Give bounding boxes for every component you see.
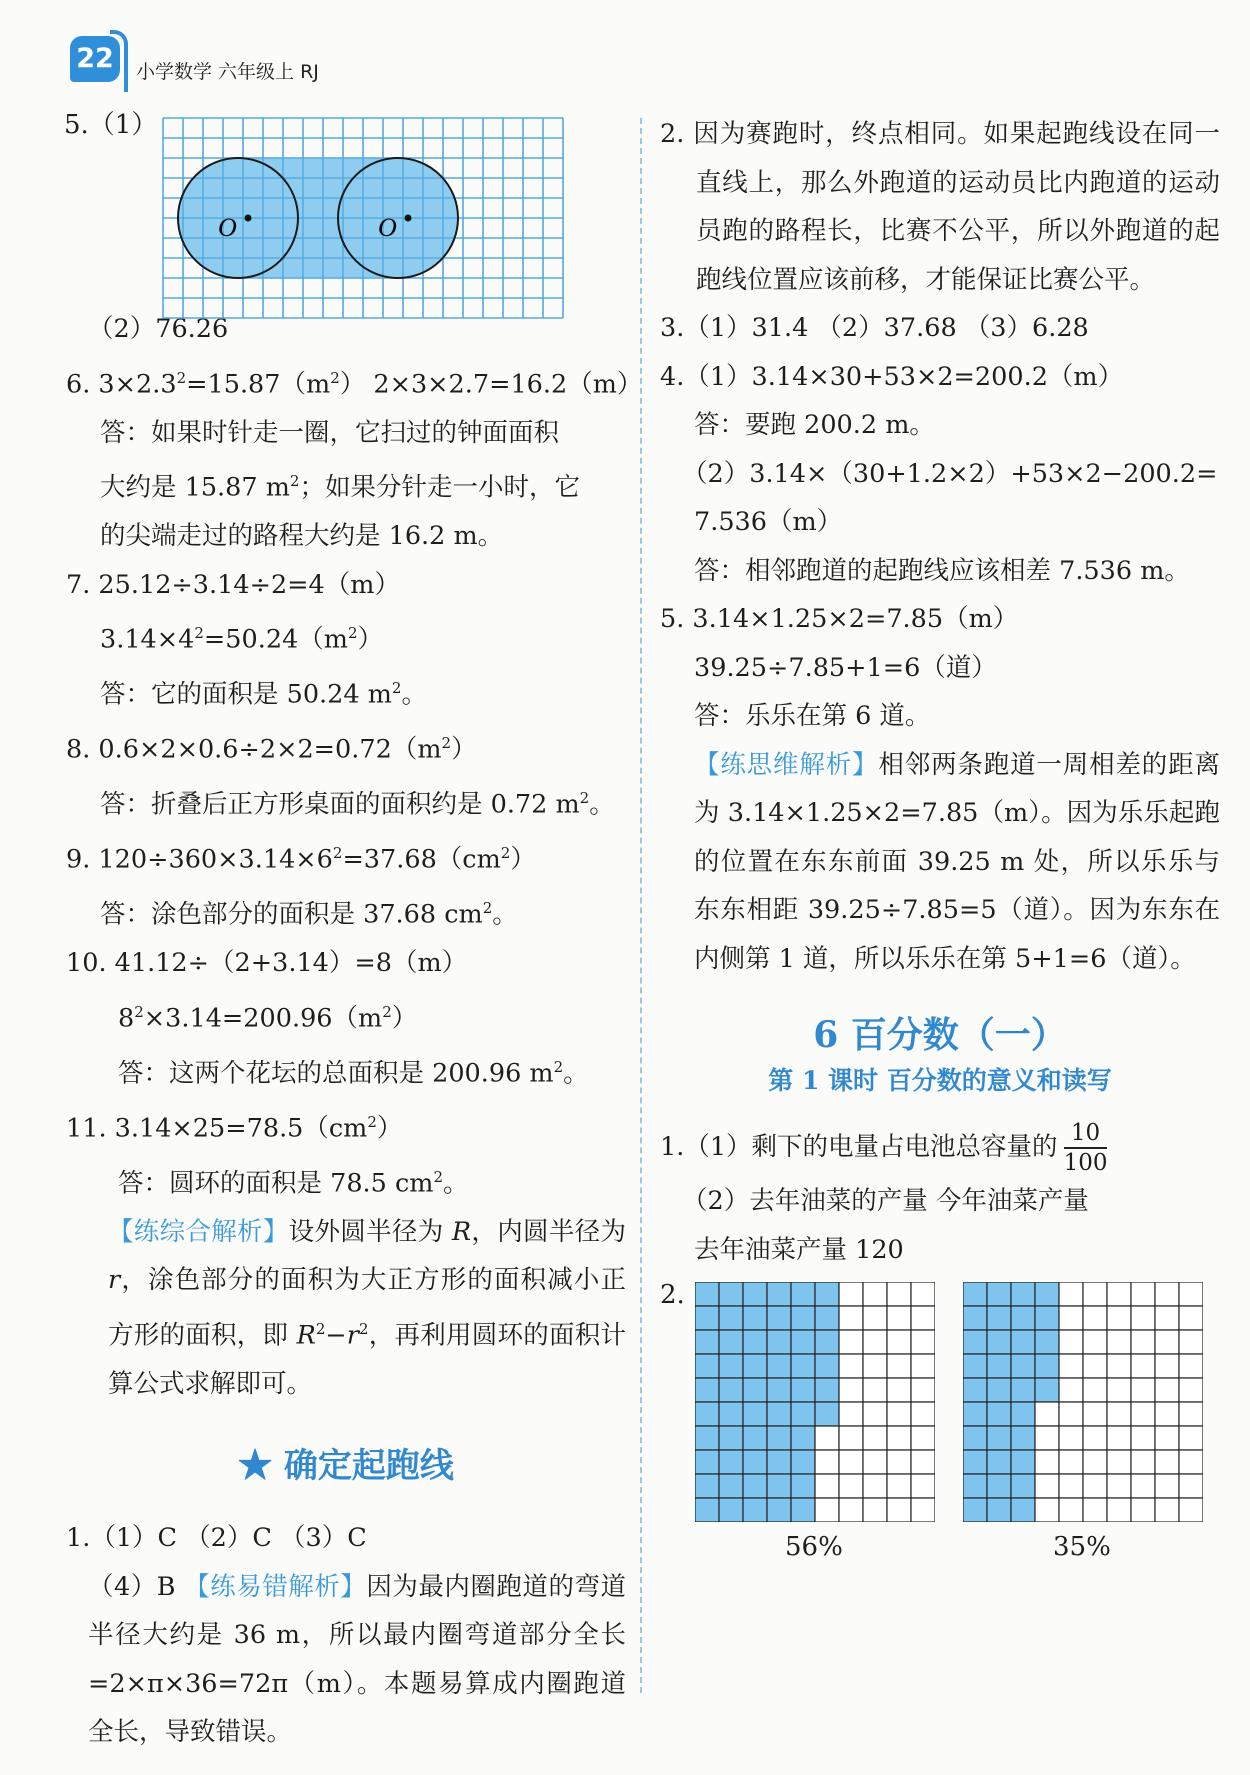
q9-line1: 9. $120\div 360\times 3.14\times 6^2=37.68(cm^2)$ bbox=[66, 844, 536, 875]
right-column bbox=[660, 110, 1220, 1564]
r-q5-line3: 答：乐乐在第 6 道。 bbox=[694, 701, 931, 731]
grid-cell bbox=[1131, 1378, 1155, 1402]
q11-note: 【练综合解析】设外圆半径为 R，内圆半径为 r，涂色部分的面积为大正方形的面积减小正方形的面积，即 $R^2-r^2$，再利用圆环的面积计算公式求解即可。 bbox=[108, 1216, 626, 1399]
grid-cell-filled bbox=[695, 1474, 719, 1498]
grid-cell bbox=[1179, 1426, 1203, 1450]
grid-cell bbox=[1059, 1330, 1083, 1354]
grid-cell bbox=[863, 1498, 887, 1522]
grid-cell bbox=[815, 1450, 839, 1474]
section-title: ★ 确定起跑线 bbox=[238, 1446, 454, 1486]
grid-cell-filled bbox=[1011, 1330, 1035, 1354]
grid-cell-filled bbox=[1035, 1378, 1059, 1402]
grid-cell bbox=[1131, 1450, 1155, 1474]
grid-cell bbox=[1155, 1306, 1179, 1330]
grid-cell bbox=[1131, 1474, 1155, 1498]
grid-cell bbox=[887, 1426, 911, 1450]
grid-cell-filled bbox=[963, 1498, 987, 1522]
q5-block bbox=[66, 110, 626, 305]
grid-cell bbox=[1131, 1402, 1155, 1426]
grid-cell bbox=[1083, 1378, 1107, 1402]
grid-cell bbox=[1083, 1498, 1107, 1522]
grid-cell-filled bbox=[791, 1474, 815, 1498]
grid-cell-filled bbox=[719, 1426, 743, 1450]
grid-cell bbox=[911, 1450, 935, 1474]
grid-cell bbox=[1179, 1282, 1203, 1306]
q5-label: 5.（1） bbox=[64, 110, 158, 140]
grid-cell bbox=[1083, 1450, 1107, 1474]
grid-cell-filled bbox=[719, 1354, 743, 1378]
grid-cell bbox=[815, 1426, 839, 1450]
fraction-denominator: 100 bbox=[1063, 1150, 1108, 1176]
grid-cell bbox=[911, 1306, 935, 1330]
grid-cell bbox=[1155, 1282, 1179, 1306]
q5-grid-figure bbox=[163, 118, 563, 318]
grid-cell bbox=[1155, 1450, 1179, 1474]
grid-cell bbox=[839, 1498, 863, 1522]
q7-line3: 答：它的面积是 50.24 $m^2$。 bbox=[100, 679, 427, 710]
grid-cell-filled bbox=[987, 1330, 1011, 1354]
grid-cell bbox=[1035, 1426, 1059, 1450]
grid-cell bbox=[1131, 1426, 1155, 1450]
grid-cell bbox=[887, 1330, 911, 1354]
center-label-right: O bbox=[378, 213, 397, 242]
grid-cell bbox=[1155, 1474, 1179, 1498]
grid-cell bbox=[1131, 1330, 1155, 1354]
grid-cell bbox=[1179, 1330, 1203, 1354]
r-q4-line5: 答：相邻跑道的起跑线应该相差 7.536 m。 bbox=[694, 555, 1190, 586]
q10-line2: $8^2\times 3.14=200.96(m^2)$ bbox=[118, 1002, 418, 1033]
r-q4-line4: 7.536（m） bbox=[694, 507, 843, 537]
grid-cell-filled bbox=[767, 1330, 791, 1354]
grid-cell-filled bbox=[1011, 1498, 1035, 1522]
grid-cell-filled bbox=[963, 1474, 987, 1498]
grid-cell-filled bbox=[815, 1402, 839, 1426]
grid-cell-filled bbox=[719, 1402, 743, 1426]
s-q1-tag: 【练易错解析】 bbox=[184, 1571, 367, 1602]
r-q3: 3.（1）31.4 （2）37.68 （3）6.28 bbox=[660, 313, 1089, 343]
grid-cell bbox=[1059, 1426, 1083, 1450]
grid-cell-filled bbox=[1011, 1426, 1035, 1450]
grid-cell bbox=[863, 1474, 887, 1498]
grid-cell bbox=[1131, 1282, 1155, 1306]
grid-cell-filled bbox=[987, 1306, 1011, 1330]
q9-line2: 答：涂色部分的面积是 37.68 $cm^2$。 bbox=[100, 899, 518, 930]
q6-line3: 大约是 15.87 $m^2$；如果分针走一小时，它 bbox=[100, 472, 580, 503]
grid-cell-filled bbox=[987, 1378, 1011, 1402]
grid-cell-filled bbox=[695, 1354, 719, 1378]
grid-cell bbox=[1059, 1402, 1083, 1426]
grid-cell-filled bbox=[767, 1474, 791, 1498]
q8-line2: 答：折叠后正方形桌面的面积约是 0.72 $m^2$。 bbox=[100, 789, 615, 820]
grid-cell-filled bbox=[963, 1450, 987, 1474]
grid-cell-filled bbox=[767, 1354, 791, 1378]
c-q1-line3: 去年油菜产量 120 bbox=[694, 1234, 904, 1265]
q7-line2: $3.14\times 4^2=50.24(m^2)$ bbox=[100, 624, 384, 655]
s-q1-note: （4）B 【练易错解析】因为最内圈跑道的弯道半径大约是 36 m，所以最内圈弯道部分全长 =2×π×36=72π（m）。本题易算成内圈跑道全长，导致错误。 bbox=[88, 1571, 626, 1747]
q6-line4: 的尖端走过的路程大约是 16.2 m。 bbox=[100, 521, 504, 551]
grid-cell-filled bbox=[815, 1306, 839, 1330]
s-q1-line2: （4）B bbox=[88, 1571, 176, 1602]
grid-cell bbox=[1059, 1474, 1083, 1498]
fraction bbox=[1064, 1119, 1108, 1177]
grid-cell bbox=[839, 1306, 863, 1330]
r-q5-note-text: 相邻两条跑道一周相差的距离为 3.14×1.25×2=7.85（m）。因为乐乐起跑的位置在东东前面 39.25 m 处，所以乐乐与东东相距 39.25÷7.85=5（道）。因为东东在内侧第 1 道，所以乐乐在第 5+1=6（道）。 bbox=[694, 749, 1220, 974]
chapter-title: 6 百分数（一） bbox=[813, 1014, 1067, 1056]
grid-cell-filled bbox=[1035, 1282, 1059, 1306]
fraction-numerator: 10 bbox=[1064, 1119, 1108, 1149]
grid-cell bbox=[1107, 1426, 1131, 1450]
grid-cell bbox=[1179, 1306, 1203, 1330]
grid-cell-filled bbox=[767, 1306, 791, 1330]
grid-cell-filled bbox=[695, 1426, 719, 1450]
q11-line1: 11. $3.14\times 25=78.5(cm^2)$ bbox=[66, 1112, 403, 1143]
grid-cell-filled bbox=[719, 1330, 743, 1354]
grid-cell bbox=[887, 1498, 911, 1522]
center-dot-right bbox=[405, 215, 412, 222]
grid-cell bbox=[1155, 1402, 1179, 1426]
grid-cell bbox=[1083, 1306, 1107, 1330]
r-q4-line2: 答：要跑 200.2 m。 bbox=[694, 410, 935, 440]
grid-cell-filled bbox=[963, 1282, 987, 1306]
grid-cell bbox=[911, 1402, 935, 1426]
grid-cell-filled bbox=[719, 1282, 743, 1306]
grid-cell bbox=[911, 1378, 935, 1402]
percent-grid-2 bbox=[963, 1282, 1203, 1522]
grid-cell-filled bbox=[695, 1450, 719, 1474]
grid-cell bbox=[863, 1282, 887, 1306]
grid-cell-filled bbox=[695, 1282, 719, 1306]
grid-cell bbox=[1107, 1450, 1131, 1474]
grid-cell bbox=[1107, 1402, 1131, 1426]
grid-cell bbox=[1059, 1306, 1083, 1330]
grid-cell bbox=[1083, 1330, 1107, 1354]
grid-cell-filled bbox=[987, 1354, 1011, 1378]
grid2-value: 35% bbox=[1053, 1532, 1111, 1562]
grid-cell-filled bbox=[791, 1354, 815, 1378]
grid-cell bbox=[1107, 1354, 1131, 1378]
q7-line1: 7. 25.12÷3.14÷2=4（m） bbox=[66, 569, 400, 600]
grid-cell-filled bbox=[791, 1426, 815, 1450]
grid-cell-filled bbox=[695, 1498, 719, 1522]
grid-cell bbox=[1059, 1498, 1083, 1522]
grid-cell-filled bbox=[987, 1474, 1011, 1498]
grid-cell-filled bbox=[1011, 1354, 1035, 1378]
grid-cell bbox=[1059, 1450, 1083, 1474]
r-q5-line2: 39.25÷7.85+1=6（道） bbox=[694, 652, 997, 683]
grid-cell-filled bbox=[695, 1306, 719, 1330]
grid-cell bbox=[863, 1378, 887, 1402]
center-label-left: O bbox=[218, 213, 237, 242]
grid-cell-filled bbox=[815, 1378, 839, 1402]
grid-cell bbox=[1083, 1354, 1107, 1378]
grid-cell bbox=[911, 1426, 935, 1450]
grid-cell bbox=[911, 1498, 935, 1522]
grid-cell-filled bbox=[963, 1378, 987, 1402]
percent-grid-1 bbox=[695, 1282, 935, 1522]
grid-cell-filled bbox=[963, 1306, 987, 1330]
grid-cell bbox=[1155, 1330, 1179, 1354]
grid-cell-filled bbox=[791, 1306, 815, 1330]
r-q2-text: 2. 因为赛跑时，终点相同。如果起跑线设在同一直线上，那么外跑道的运动员比内跑道的运动员跑的路程长，比赛不公平，所以外跑道的起跑线位置应该前移，才能保证比赛公平。 bbox=[660, 119, 1220, 295]
grid-cell-filled bbox=[719, 1378, 743, 1402]
grid-cell-filled bbox=[743, 1498, 767, 1522]
grid-cell-filled bbox=[815, 1330, 839, 1354]
grid-cell bbox=[911, 1474, 935, 1498]
grid-cell-filled bbox=[767, 1426, 791, 1450]
grid-cell-filled bbox=[695, 1378, 719, 1402]
grid-cell bbox=[1107, 1498, 1131, 1522]
grid-cell bbox=[1155, 1426, 1179, 1450]
grid-cell-filled bbox=[963, 1330, 987, 1354]
grid-cell-filled bbox=[695, 1330, 719, 1354]
grid-cell-filled bbox=[1011, 1450, 1035, 1474]
grid-cell bbox=[1155, 1354, 1179, 1378]
grid-cell bbox=[863, 1402, 887, 1426]
grid-cell-filled bbox=[963, 1402, 987, 1426]
grid-cell bbox=[1035, 1474, 1059, 1498]
grid-cell bbox=[1107, 1306, 1131, 1330]
c-q1-line1 bbox=[660, 1117, 1220, 1177]
grid-cell bbox=[839, 1282, 863, 1306]
grid1-value: 56% bbox=[785, 1532, 843, 1562]
grid-cell-filled bbox=[767, 1450, 791, 1474]
grid-cell-filled bbox=[743, 1330, 767, 1354]
grid-cell bbox=[863, 1354, 887, 1378]
grid-cell-filled bbox=[743, 1306, 767, 1330]
q10-line3: 答：这两个花坛的总面积是 200.96 $m^2$。 bbox=[118, 1057, 589, 1088]
r-q4-line3: （2）3.14×（30+1.2×2）+53×2−200.2= bbox=[682, 458, 1218, 489]
q6-line1: 6. $3\times 2.3^2=15.87(m^2)$ 2×3×2.7=16.2（m） bbox=[66, 368, 643, 399]
grid-cell bbox=[887, 1354, 911, 1378]
grid-cell bbox=[1083, 1282, 1107, 1306]
grid-cell-filled bbox=[743, 1426, 767, 1450]
grid-cell-filled bbox=[987, 1282, 1011, 1306]
grid-cell bbox=[1035, 1402, 1059, 1426]
grid-cell bbox=[887, 1282, 911, 1306]
grid-cell-filled bbox=[1035, 1306, 1059, 1330]
grid-cell-filled bbox=[1011, 1378, 1035, 1402]
grid-cell bbox=[839, 1426, 863, 1450]
grid-cell bbox=[1179, 1402, 1203, 1426]
grid-cell bbox=[1131, 1498, 1155, 1522]
grid-cell bbox=[1155, 1498, 1179, 1522]
grid-cell-filled bbox=[743, 1450, 767, 1474]
c-q2-label: 2. bbox=[660, 1280, 685, 1310]
grid-cell-filled bbox=[719, 1450, 743, 1474]
grid-cell-filled bbox=[743, 1354, 767, 1378]
grid-cell-filled bbox=[719, 1498, 743, 1522]
grid-cell bbox=[1179, 1378, 1203, 1402]
grid-cell-filled bbox=[791, 1402, 815, 1426]
grid-cell bbox=[1179, 1498, 1203, 1522]
r-q5-note bbox=[660, 741, 1220, 984]
grid-cell bbox=[815, 1498, 839, 1522]
grid-cell-filled bbox=[719, 1474, 743, 1498]
grid-cell bbox=[1059, 1282, 1083, 1306]
grid-cell bbox=[887, 1474, 911, 1498]
r-q4-line1: 4.（1）3.14×30+53×2=200.2（m） bbox=[660, 361, 1124, 392]
c-q2-block bbox=[660, 1274, 1220, 1564]
grid-cell bbox=[911, 1330, 935, 1354]
q11-line2: 答：圆环的面积是 78.5 $cm^2$。 bbox=[118, 1167, 469, 1198]
grid-cell-filled bbox=[1035, 1354, 1059, 1378]
grid-cell bbox=[887, 1306, 911, 1330]
page-number-badge: 22 bbox=[70, 36, 120, 82]
grid-cell bbox=[1035, 1450, 1059, 1474]
grid-cell-filled bbox=[743, 1378, 767, 1402]
book-title: 小学数学 六年级上 RJ bbox=[136, 61, 319, 83]
q5-part2: （2）76.26 bbox=[88, 314, 229, 344]
grid-cell bbox=[863, 1450, 887, 1474]
grid-cell bbox=[1179, 1354, 1203, 1378]
grid-cell bbox=[863, 1426, 887, 1450]
grid-cell-filled bbox=[1011, 1306, 1035, 1330]
grid-cell bbox=[1131, 1306, 1155, 1330]
grid-cell bbox=[887, 1378, 911, 1402]
grid-cell bbox=[911, 1354, 935, 1378]
grid-cell-filled bbox=[767, 1498, 791, 1522]
c-q1-line2: （2）去年油菜的产量 今年油菜产量 bbox=[682, 1186, 1089, 1216]
grid-cell-filled bbox=[791, 1498, 815, 1522]
grid-cell bbox=[1107, 1330, 1131, 1354]
grid-cell-filled bbox=[987, 1402, 1011, 1426]
grid-cell-filled bbox=[815, 1354, 839, 1378]
grid-cell-filled bbox=[719, 1306, 743, 1330]
grid-cell bbox=[1083, 1402, 1107, 1426]
grid-cell bbox=[887, 1402, 911, 1426]
grid-cell-filled bbox=[767, 1378, 791, 1402]
grid-cell-filled bbox=[743, 1282, 767, 1306]
grid-cell-filled bbox=[791, 1330, 815, 1354]
grid-cell-filled bbox=[963, 1354, 987, 1378]
q6-line2: 答：如果时针走一圈，它扫过的钟面面积 bbox=[100, 417, 560, 448]
grid-cell-filled bbox=[791, 1378, 815, 1402]
grid-cell bbox=[839, 1402, 863, 1426]
grid-cell bbox=[839, 1450, 863, 1474]
q8-line1: 8. $0.6\times 2\times 0.6\div 2\times 2=0.72(m^2)$ bbox=[66, 734, 477, 765]
grid-cell-filled bbox=[1011, 1402, 1035, 1426]
grid-cell bbox=[863, 1330, 887, 1354]
grid-cell-filled bbox=[987, 1450, 1011, 1474]
q11-tag: 【练综合解析】 bbox=[108, 1216, 289, 1247]
grid-cell bbox=[839, 1330, 863, 1354]
grid-cell-filled bbox=[987, 1498, 1011, 1522]
grid-cell bbox=[911, 1282, 935, 1306]
grid-cell-filled bbox=[743, 1474, 767, 1498]
grid-cell-filled bbox=[1011, 1282, 1035, 1306]
grid-cell bbox=[839, 1378, 863, 1402]
grid-cell-filled bbox=[767, 1402, 791, 1426]
grid-cell bbox=[1107, 1378, 1131, 1402]
grid-cell-filled bbox=[743, 1402, 767, 1426]
q10-line1: 10. 41.12÷（2+3.14）=8（m） bbox=[66, 948, 468, 978]
grid-cell bbox=[1155, 1378, 1179, 1402]
grid-cell-filled bbox=[1035, 1330, 1059, 1354]
grid-cell bbox=[1059, 1354, 1083, 1378]
grid-cell bbox=[887, 1450, 911, 1474]
left-column bbox=[64, 110, 643, 1757]
grid-cell bbox=[839, 1354, 863, 1378]
r-q5-tag: 【练思维解析】 bbox=[694, 749, 879, 780]
grid-cell bbox=[815, 1474, 839, 1498]
grid-cell-filled bbox=[791, 1282, 815, 1306]
grid-cell bbox=[1083, 1426, 1107, 1450]
grid-cell-filled bbox=[963, 1426, 987, 1450]
grid-cell bbox=[1083, 1474, 1107, 1498]
lesson-title: 第 1 课时 百分数的意义和读写 bbox=[768, 1066, 1112, 1095]
r-q5-line1: 5. 3.14×1.25×2=7.85（m） bbox=[660, 604, 1019, 634]
grid-cell-filled bbox=[815, 1282, 839, 1306]
grid-cell bbox=[1131, 1354, 1155, 1378]
column-divider bbox=[640, 118, 642, 1693]
grid-cell-filled bbox=[767, 1282, 791, 1306]
grid-cell-filled bbox=[1011, 1474, 1035, 1498]
grid-cell bbox=[839, 1474, 863, 1498]
grid-cell bbox=[1035, 1498, 1059, 1522]
grid-cell bbox=[1179, 1450, 1203, 1474]
grid-cell bbox=[1179, 1474, 1203, 1498]
grid-cell bbox=[1107, 1282, 1131, 1306]
grid-cell bbox=[1107, 1474, 1131, 1498]
c-q1-line1-text: 1.（1）剩下的电量占电池总容量的 bbox=[660, 1132, 1058, 1162]
center-dot-left bbox=[245, 215, 252, 222]
grid-cell-filled bbox=[695, 1402, 719, 1426]
s-q1-line1: 1.（1）C （2）C （3）C bbox=[66, 1523, 367, 1553]
grid-cell-filled bbox=[791, 1450, 815, 1474]
grid-cell bbox=[863, 1306, 887, 1330]
grid-cell-filled bbox=[987, 1426, 1011, 1450]
grid-cell bbox=[1059, 1378, 1083, 1402]
